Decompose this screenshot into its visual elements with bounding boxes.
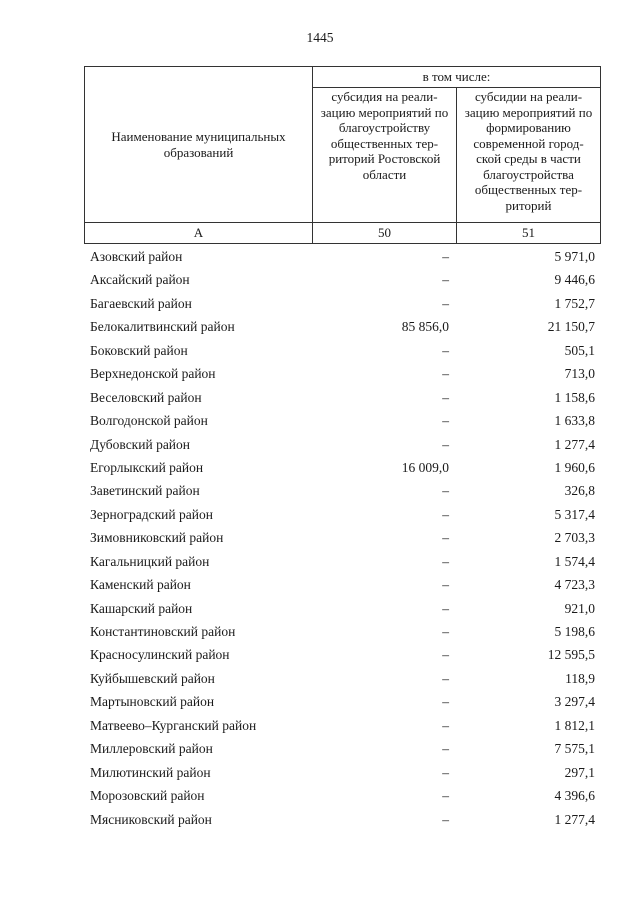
row-name: Верхнедонской район [90,366,216,382]
row-name: Веселовский район [90,389,202,405]
row-value-a: – [442,389,449,405]
table-row [84,434,601,457]
header-subsidy-a: субсидия на реали-зацию мероприятий по благоустройству общественных тер-риторий Ростовской области [313,88,457,223]
row-value-a: – [442,788,449,804]
row-name: Аксайский район [90,272,190,288]
row-name: Боковский район [90,342,188,358]
row-name: Дубовский район [90,436,191,452]
row-value-b: 3 297,4 [554,694,595,710]
row-value-a: – [442,553,449,569]
table-header [84,66,601,244]
row-value-a: – [442,717,449,733]
row-value-b: 12 595,5 [547,647,595,663]
table-body [84,246,601,832]
header-subsidy-b: субсидии на реали-зацию мероприятий по формированию современной город-ской среды в части благоустройства общественных тер-риторий [457,88,601,223]
row-value-b: 1 277,4 [554,436,595,452]
table-row [84,504,601,527]
row-value-a: – [442,483,449,499]
table-row [84,785,601,808]
row-name: Егорлыкский район [90,459,204,475]
table-row [84,762,601,785]
row-value-a: 85 856,0 [401,319,449,335]
table-row [84,410,601,433]
header-group-label: в том числе: [313,67,601,88]
table-row [84,551,601,574]
row-name: Кагальницкий район [90,553,210,569]
row-value-a: – [442,272,449,288]
row-value-a: – [442,413,449,429]
row-name: Морозовский район [90,788,205,804]
table-row [84,527,601,550]
header-code-a: 50 [313,223,457,244]
table-row [84,293,601,316]
row-value-b: 326,8 [564,483,595,499]
row-value-a: – [442,506,449,522]
table-row [84,621,601,644]
row-value-a: – [442,624,449,639]
row-value-b: 1 633,8 [554,413,595,429]
row-value-a: – [442,295,449,311]
row-name: Мясниковский район [90,811,212,827]
row-value-b: 118,9 [565,670,595,686]
row-value-a: – [442,342,449,358]
row-value-a: – [442,764,449,780]
row-value-a: 16 009,0 [401,459,449,475]
row-value-a: – [442,741,449,757]
row-name: Зимовниковский район [90,530,224,546]
row-value-b: 921,0 [564,600,595,616]
row-value-b: 5 971,0 [554,249,595,264]
row-value-a: – [442,600,449,616]
table-row [84,340,601,363]
row-value-a: – [442,366,449,382]
table-row [84,809,601,832]
row-name: Заветинский район [90,483,200,499]
table-row [84,457,601,480]
page-number: 1445 [306,30,334,45]
row-name: Кашарский район [90,600,193,616]
table-row [84,387,601,410]
row-name: Куйбышевский район [90,670,215,686]
row-value-b: 1 960,6 [554,459,595,475]
row-value-b: 1 277,4 [554,811,595,827]
table-row [84,480,601,503]
row-value-b: 1 158,6 [554,389,595,405]
row-value-a: – [442,530,449,546]
row-value-b: 9 446,6 [554,272,595,288]
table-row [84,316,601,339]
row-name: Константиновский район [90,624,236,639]
row-name: Азовский район [90,249,183,264]
row-value-a: – [442,694,449,710]
row-value-b: 1 812,1 [554,717,595,733]
row-value-b: 297,1 [564,764,595,780]
row-value-b: 5 317,4 [554,506,595,522]
row-name: Красносулинский район [90,647,230,663]
row-value-a: – [442,647,449,663]
row-value-b: 713,0 [564,366,595,382]
row-value-b: 4 396,6 [554,788,595,804]
row-value-a: – [442,249,449,264]
row-value-a: – [442,577,449,593]
row-name: Зерноградский район [90,506,213,522]
header-name-column: Наименование муниципальных образований [85,67,313,223]
table-row [84,715,601,738]
row-name: Волгодонской район [90,413,208,429]
row-name: Каменский район [90,577,191,593]
table-row [84,269,601,292]
row-value-a: – [442,670,449,686]
row-value-b: 2 703,3 [554,530,595,546]
header-code-name: А [85,223,313,244]
row-name: Белокалитвинский район [90,319,235,335]
table-row [84,574,601,597]
table-row [84,738,601,761]
row-value-b: 21 150,7 [547,319,595,335]
row-value-b: 7 575,1 [554,741,595,757]
row-value-b: 1 752,7 [554,295,595,311]
row-value-b: 505,1 [564,342,595,358]
table-row [84,246,601,269]
row-value-b: 5 198,6 [554,624,595,639]
row-name: Милютинский район [90,764,211,780]
row-name: Миллеровский район [90,741,213,757]
table-row [84,363,601,386]
table-row [84,668,601,691]
table-row [84,598,601,621]
row-value-b: 1 574,4 [554,553,595,569]
header-code-b: 51 [457,223,601,244]
row-name: Мартыновский район [90,694,215,710]
row-value-a: – [442,811,449,827]
row-name: Матвеево–Курганский район [90,717,257,733]
table-row [84,691,601,714]
row-name: Багаевский район [90,295,192,311]
table-row [84,644,601,667]
row-value-a: – [442,436,449,452]
row-value-b: 4 723,3 [554,577,595,593]
